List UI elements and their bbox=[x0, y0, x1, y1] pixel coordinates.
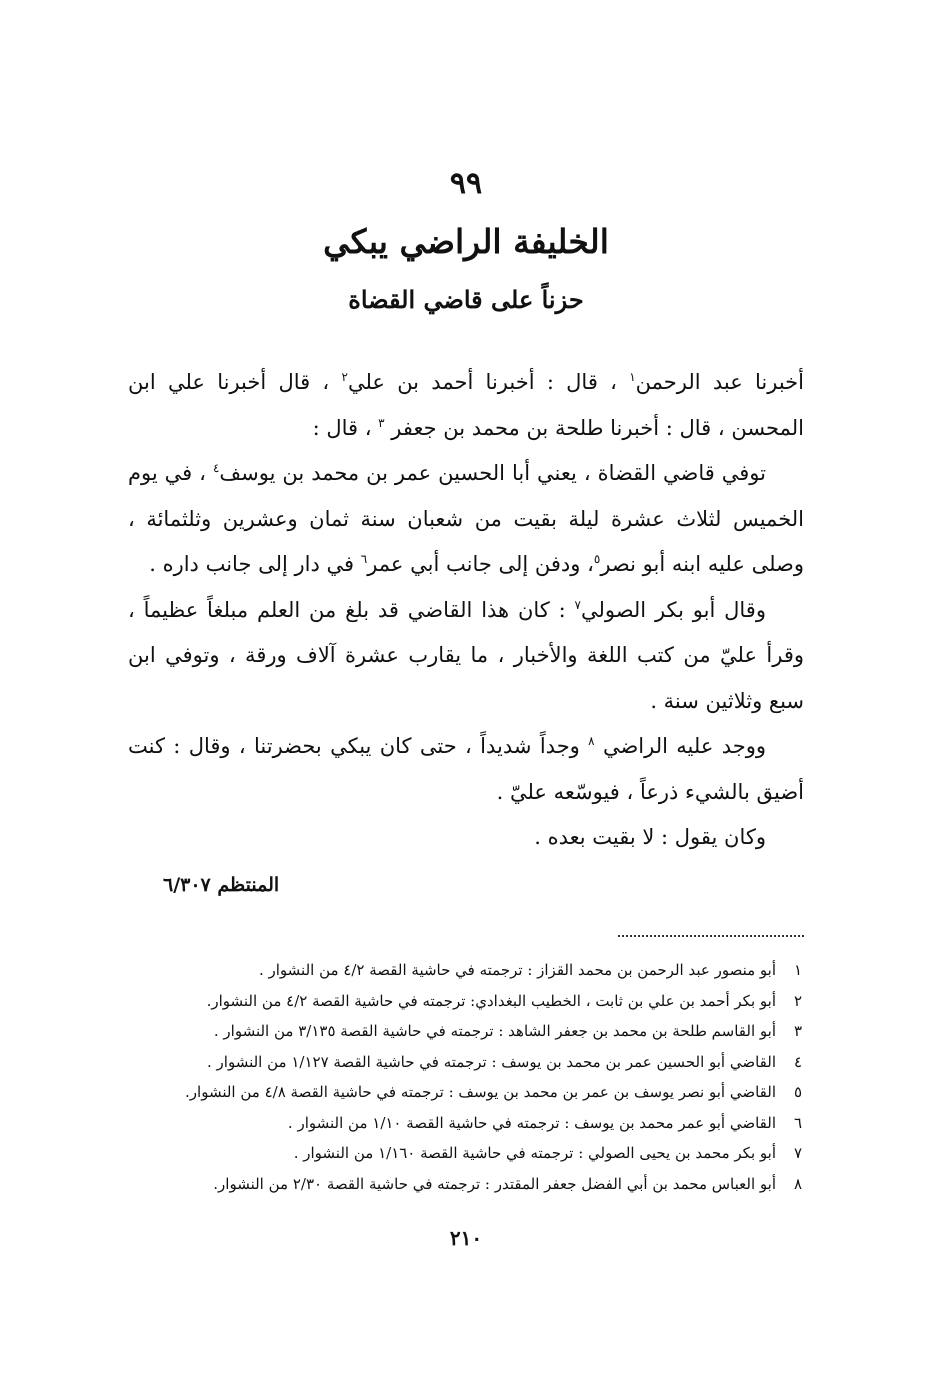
footnote-item bbox=[140, 1169, 802, 1200]
footnote-text: أبو القاسم طلحة بن محمد بن جعفر الشاهد : ترجمته في حاشية القصة ٣/١٣٥ من النشوار . bbox=[213, 1022, 776, 1040]
footnote-number: ٦ bbox=[793, 1113, 802, 1132]
paragraph-isnad bbox=[128, 360, 804, 451]
footnote-ref: ٤ bbox=[212, 461, 220, 475]
footnote-number: ٣ bbox=[793, 1022, 802, 1040]
footnote-text: أبو بكر أحمد بن علي بن ثابت ، الخطيب البغدادي: ترجمته في حاشية القصة ٤/٢ من النشوار. bbox=[206, 991, 776, 1010]
footnote-number: ٤ bbox=[793, 1052, 802, 1071]
paragraph-suli bbox=[128, 588, 804, 725]
footnote-item bbox=[140, 1138, 802, 1169]
paragraph-text: ، ودفن إلى جانب أبي عمر bbox=[367, 552, 594, 576]
paragraph-radi bbox=[128, 724, 804, 815]
paragraph-death bbox=[128, 451, 804, 588]
paragraph-text: ، في يوم الخميس لثلاث عشرة ليلة بقيت من شعبان سنة ثمان وعشرين وثلثمائة ، وصلى عليه ابنه أبو نصر bbox=[128, 461, 804, 576]
paragraph-text: : كان هذا القاضي قد بلغ من العلم مبلغاً عظيماً ، وقرأ عليّ من كتب اللغة والأخبار ، ما يقارب عشرة آلاف ورقة ، وتوفي ابن سبع وثلاثين سنة . bbox=[128, 597, 804, 713]
paragraph-text: وقال أبو بكر الصولي bbox=[580, 597, 766, 622]
footnote-ref: ٣ bbox=[378, 415, 385, 430]
footnote-text: القاضي أبو عمر محمد بن يوسف : ترجمته في حاشية القصة ١/١٠ من النشوار . bbox=[287, 1113, 776, 1132]
footnote-ref: ٢ bbox=[341, 370, 348, 384]
footnotes bbox=[140, 955, 802, 1199]
footnote-text: أبو منصور عبد الرحمن بن محمد القزاز : ترجمته في حاشية القصة ٤/٢ من النشوار . bbox=[258, 961, 776, 979]
source-text: المنتظم ٦/٣٠٧ bbox=[163, 874, 280, 896]
paragraph-text: ووجد عليه الراضي bbox=[594, 734, 766, 758]
footnote-item bbox=[140, 986, 802, 1017]
footnote-ref: ٦ bbox=[360, 552, 368, 566]
story-subtitle: حزناً على قاضي القضاة bbox=[348, 285, 584, 314]
footnote-ref: ٥ bbox=[593, 552, 601, 566]
footnote-ref: ٧ bbox=[574, 597, 581, 612]
footnote-item bbox=[140, 1077, 802, 1108]
paragraph-closing: وكان يقول : لا بقيت بعده . bbox=[534, 825, 766, 849]
footnote-text: أبو العباس محمد بن أبي الفضل جعفر المقتدر : ترجمته في حاشية القصة ٢/٣٠ من النشوار. bbox=[213, 1174, 776, 1193]
footnote-number: ٨ bbox=[793, 1174, 802, 1193]
footnote-item bbox=[140, 1016, 802, 1047]
footnote-number: ٧ bbox=[793, 1144, 802, 1162]
footnote-item bbox=[140, 955, 802, 986]
footnote-text: أبو بكر محمد بن يحيى الصولي : ترجمته في حاشية القصة ١/١٦٠ من النشوار . bbox=[293, 1144, 776, 1162]
footnote-text: القاضي أبو نصر يوسف بن عمر بن محمد بن يوسف : ترجمته في حاشية القصة ٤/٨ من النشوار. bbox=[185, 1083, 776, 1101]
page-number: ٢١٠ bbox=[449, 1226, 483, 1250]
footnote-item bbox=[140, 1108, 802, 1139]
footnote-number: ٢ bbox=[793, 991, 802, 1010]
source-citation bbox=[0, 874, 932, 904]
footnote-number: ١ bbox=[793, 961, 802, 979]
paragraph-text: أخبرنا عبد الرحمن bbox=[635, 370, 804, 394]
story-body bbox=[128, 360, 804, 861]
paragraph-text: توفي قاضي القضاة ، يعني أبا الحسين عمر بن محمد بن يوسف bbox=[219, 461, 766, 485]
paragraph-text: في دار إلى جانب داره . bbox=[149, 552, 361, 576]
footnote-number: ٥ bbox=[793, 1083, 802, 1101]
story-title: الخليفة الراضي يبكي bbox=[323, 222, 609, 261]
paragraph-text: ، قال : أخبرنا أحمد بن علي bbox=[347, 370, 630, 394]
paragraph-text: ، قال أخبرنا علي ابن المحسن ، قال : أخبرنا طلحة بن محمد بن جعفر bbox=[128, 370, 804, 440]
footnote-ref: ١ bbox=[629, 370, 636, 384]
story-number: ٩٩ bbox=[449, 166, 483, 201]
footnote-text: القاضي أبو الحسين عمر بن محمد بن يوسف : ترجمته في حاشية القصة ١/١٢٧ من النشوار . bbox=[207, 1052, 776, 1071]
footnote-ref: ٨ bbox=[588, 734, 595, 748]
footnote-item bbox=[140, 1047, 802, 1078]
footnote-divider bbox=[618, 935, 804, 937]
paragraph-text: وجداً شديداً ، حتى كان يبكي بحضرتنا ، وقال : كنت أضيق بالشيء ذرعاً ، فيوسّعه عليّ . bbox=[128, 734, 804, 804]
paragraph-text: ، قال : bbox=[312, 415, 379, 440]
